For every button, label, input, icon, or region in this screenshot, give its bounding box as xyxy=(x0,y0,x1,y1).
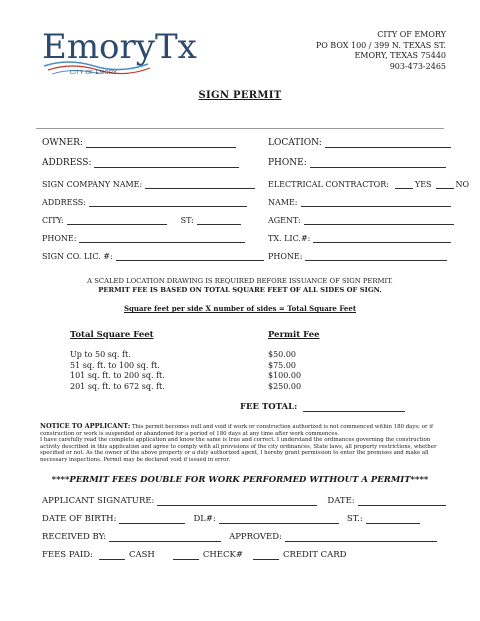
fee-amount: $100.00 xyxy=(268,371,302,380)
tx-lic-row xyxy=(268,234,451,243)
company-address-label: ADDRESS: xyxy=(42,198,86,207)
page-title: SIGN PERMIT xyxy=(198,90,282,101)
city-label: CITY: xyxy=(42,216,64,225)
date-field[interactable] xyxy=(358,497,446,506)
approved-label: APPROVED: xyxy=(229,532,282,542)
phone-field[interactable] xyxy=(79,234,245,243)
tx-lic-field[interactable] xyxy=(313,234,451,243)
company-address-row xyxy=(42,198,247,207)
dob-row xyxy=(42,514,420,524)
phone-row xyxy=(42,234,245,243)
logo-text: EmoryTx xyxy=(42,27,197,67)
fees-paid-row xyxy=(42,550,346,560)
sqft-range: Up to 50 sq. ft. xyxy=(70,350,131,359)
address-line: PO BOX 100 / 399 N. TEXAS ST. xyxy=(315,40,446,50)
received-row xyxy=(42,532,437,542)
agent-field[interactable] xyxy=(304,216,454,225)
fee-amount: $250.00 xyxy=(268,381,302,391)
location-label: LOCATION: xyxy=(268,138,322,148)
fee-total-row xyxy=(240,402,405,412)
sign-co-lic-field[interactable] xyxy=(116,252,264,261)
dl-state-label: ST.: xyxy=(346,514,363,524)
tx-lic-label: TX. LIC.#: xyxy=(268,234,311,243)
address-label: ADDRESS: xyxy=(42,158,92,168)
fee-amount: $75.00 xyxy=(268,360,296,370)
check-label: CHECK# xyxy=(202,550,243,560)
phone-label: PHONE: xyxy=(42,234,77,243)
state-field[interactable] xyxy=(197,216,241,225)
sqft-list xyxy=(70,350,165,392)
address-field[interactable] xyxy=(94,159,239,168)
cash-label: CASH xyxy=(128,550,155,560)
sqft-range: 51 sq. ft. to 100 sq. ft. xyxy=(70,360,160,370)
credit-card-label: CREDIT CARD xyxy=(282,550,347,560)
dob-label: DATE OF BIRTH: xyxy=(42,514,117,524)
address-line: CITY OF EMORY xyxy=(377,30,446,39)
location-phone-row xyxy=(268,158,446,168)
owner-field[interactable] xyxy=(86,139,236,148)
signature-field[interactable] xyxy=(157,497,317,506)
fee-list xyxy=(268,350,301,392)
divider xyxy=(36,128,444,129)
electrical-label: ELECTRICAL CONTRACTOR: xyxy=(268,180,389,189)
cash-field[interactable] xyxy=(99,551,125,560)
no-field[interactable] xyxy=(436,180,454,189)
agent-phone-field[interactable] xyxy=(305,252,447,261)
yes-label: YES xyxy=(414,180,432,189)
agent-row xyxy=(268,216,454,225)
notice-text1: This permit becomes null and void if work or construction authorized is not commenced within 180 days; or if construction or work is suspended or abandoned for a period of 180 days at any time after work commences. xyxy=(40,424,433,437)
credit-card-field[interactable] xyxy=(253,551,279,560)
sign-company-label: SIGN COMPANY NAME: xyxy=(42,180,143,189)
address-line: EMORY, TEXAS 75440 xyxy=(354,51,446,60)
dl-label: DL#: xyxy=(193,514,216,524)
notice-heading: NOTICE TO APPLICANT: xyxy=(40,422,131,430)
sqft-range: 201 sq. ft. to 672 sq. ft. xyxy=(70,381,165,391)
drawing-notice xyxy=(0,277,480,294)
city-row xyxy=(42,216,241,225)
city-field[interactable] xyxy=(67,216,167,225)
location-field[interactable] xyxy=(325,139,451,148)
sign-co-lic-label: SIGN CO. LIC. #: xyxy=(42,252,113,261)
dob-field[interactable] xyxy=(119,515,185,524)
owner-label: OWNER: xyxy=(42,138,83,148)
formula-text: Square feet per side X number of sides = Total Square Feet xyxy=(123,304,357,313)
double-fee-warning: ****PERMIT FEES DOUBLE FOR WORK PERFORMED WITHOUT A PERMIT**** xyxy=(51,475,429,485)
sign-company-row xyxy=(42,180,255,189)
notice-text2: I have carefully read the complete application and know the same is true and correct. I understand the ordinances governing the construction activity described in this application and agree to comply with all provisions of the city ordinances, State laws, all property restrictions, whether specified or not. As the owner of the above property or a duly authorized agent, I hereby grant permission to enter the premises and make all necessary inspections. Permit may be declared void if issued in error. xyxy=(40,437,437,463)
fees-paid-label: FEES PAID: xyxy=(42,550,93,560)
address-line: 903-473-2465 xyxy=(389,61,446,71)
total-sqft-header: Total Square Feet xyxy=(70,330,154,340)
approved-field[interactable] xyxy=(285,533,437,542)
permit-fee-header: Permit Fee xyxy=(268,330,320,340)
signature-row xyxy=(42,496,446,506)
sign-co-lic-row xyxy=(42,252,264,261)
logo-subtext: CITY OF EMORY xyxy=(70,70,118,76)
date-label: DATE: xyxy=(327,496,355,506)
fee-total-field[interactable] xyxy=(303,403,405,412)
check-field[interactable] xyxy=(173,551,199,560)
name-label: NAME: xyxy=(268,198,298,207)
company-address-field[interactable] xyxy=(89,198,247,207)
location-phone-field[interactable] xyxy=(310,159,446,168)
location-row xyxy=(268,138,451,148)
dl-state-field[interactable] xyxy=(366,515,420,524)
address-row xyxy=(42,158,239,168)
owner-row xyxy=(42,138,236,148)
drawing-notice-line1: A SCALED LOCATION DRAWING IS REQUIRED BEFORE ISSUANCE OF SIGN PERMIT. xyxy=(87,277,393,285)
signature-label: APPLICANT SIGNATURE: xyxy=(42,496,155,506)
electrical-row xyxy=(268,180,469,189)
city-address xyxy=(316,30,446,72)
location-phone-label: PHONE: xyxy=(268,158,307,168)
applicant-notice xyxy=(40,423,442,464)
yes-field[interactable] xyxy=(395,180,413,189)
name-field[interactable] xyxy=(301,198,451,207)
agent-phone-label: PHONE: xyxy=(268,252,303,261)
fee-amount: $50.00 xyxy=(268,350,296,359)
state-label: ST: xyxy=(180,216,194,225)
agent-phone-row xyxy=(268,252,447,261)
sign-company-field[interactable] xyxy=(145,180,255,189)
received-label: RECEIVED BY: xyxy=(42,532,107,542)
sqft-range: 101 sq. ft. to 200 sq. ft. xyxy=(70,371,165,380)
agent-label: AGENT: xyxy=(268,216,301,225)
no-label: NO xyxy=(455,180,470,189)
drawing-notice-line2: PERMIT FEE IS BASED ON TOTAL SQUARE FEET OF ALL SIDES OF SIGN. xyxy=(98,285,382,294)
received-field[interactable] xyxy=(109,533,221,542)
name-row xyxy=(268,198,451,207)
fee-total-label: FEE TOTAL: xyxy=(240,402,298,412)
dl-field[interactable] xyxy=(219,515,339,524)
